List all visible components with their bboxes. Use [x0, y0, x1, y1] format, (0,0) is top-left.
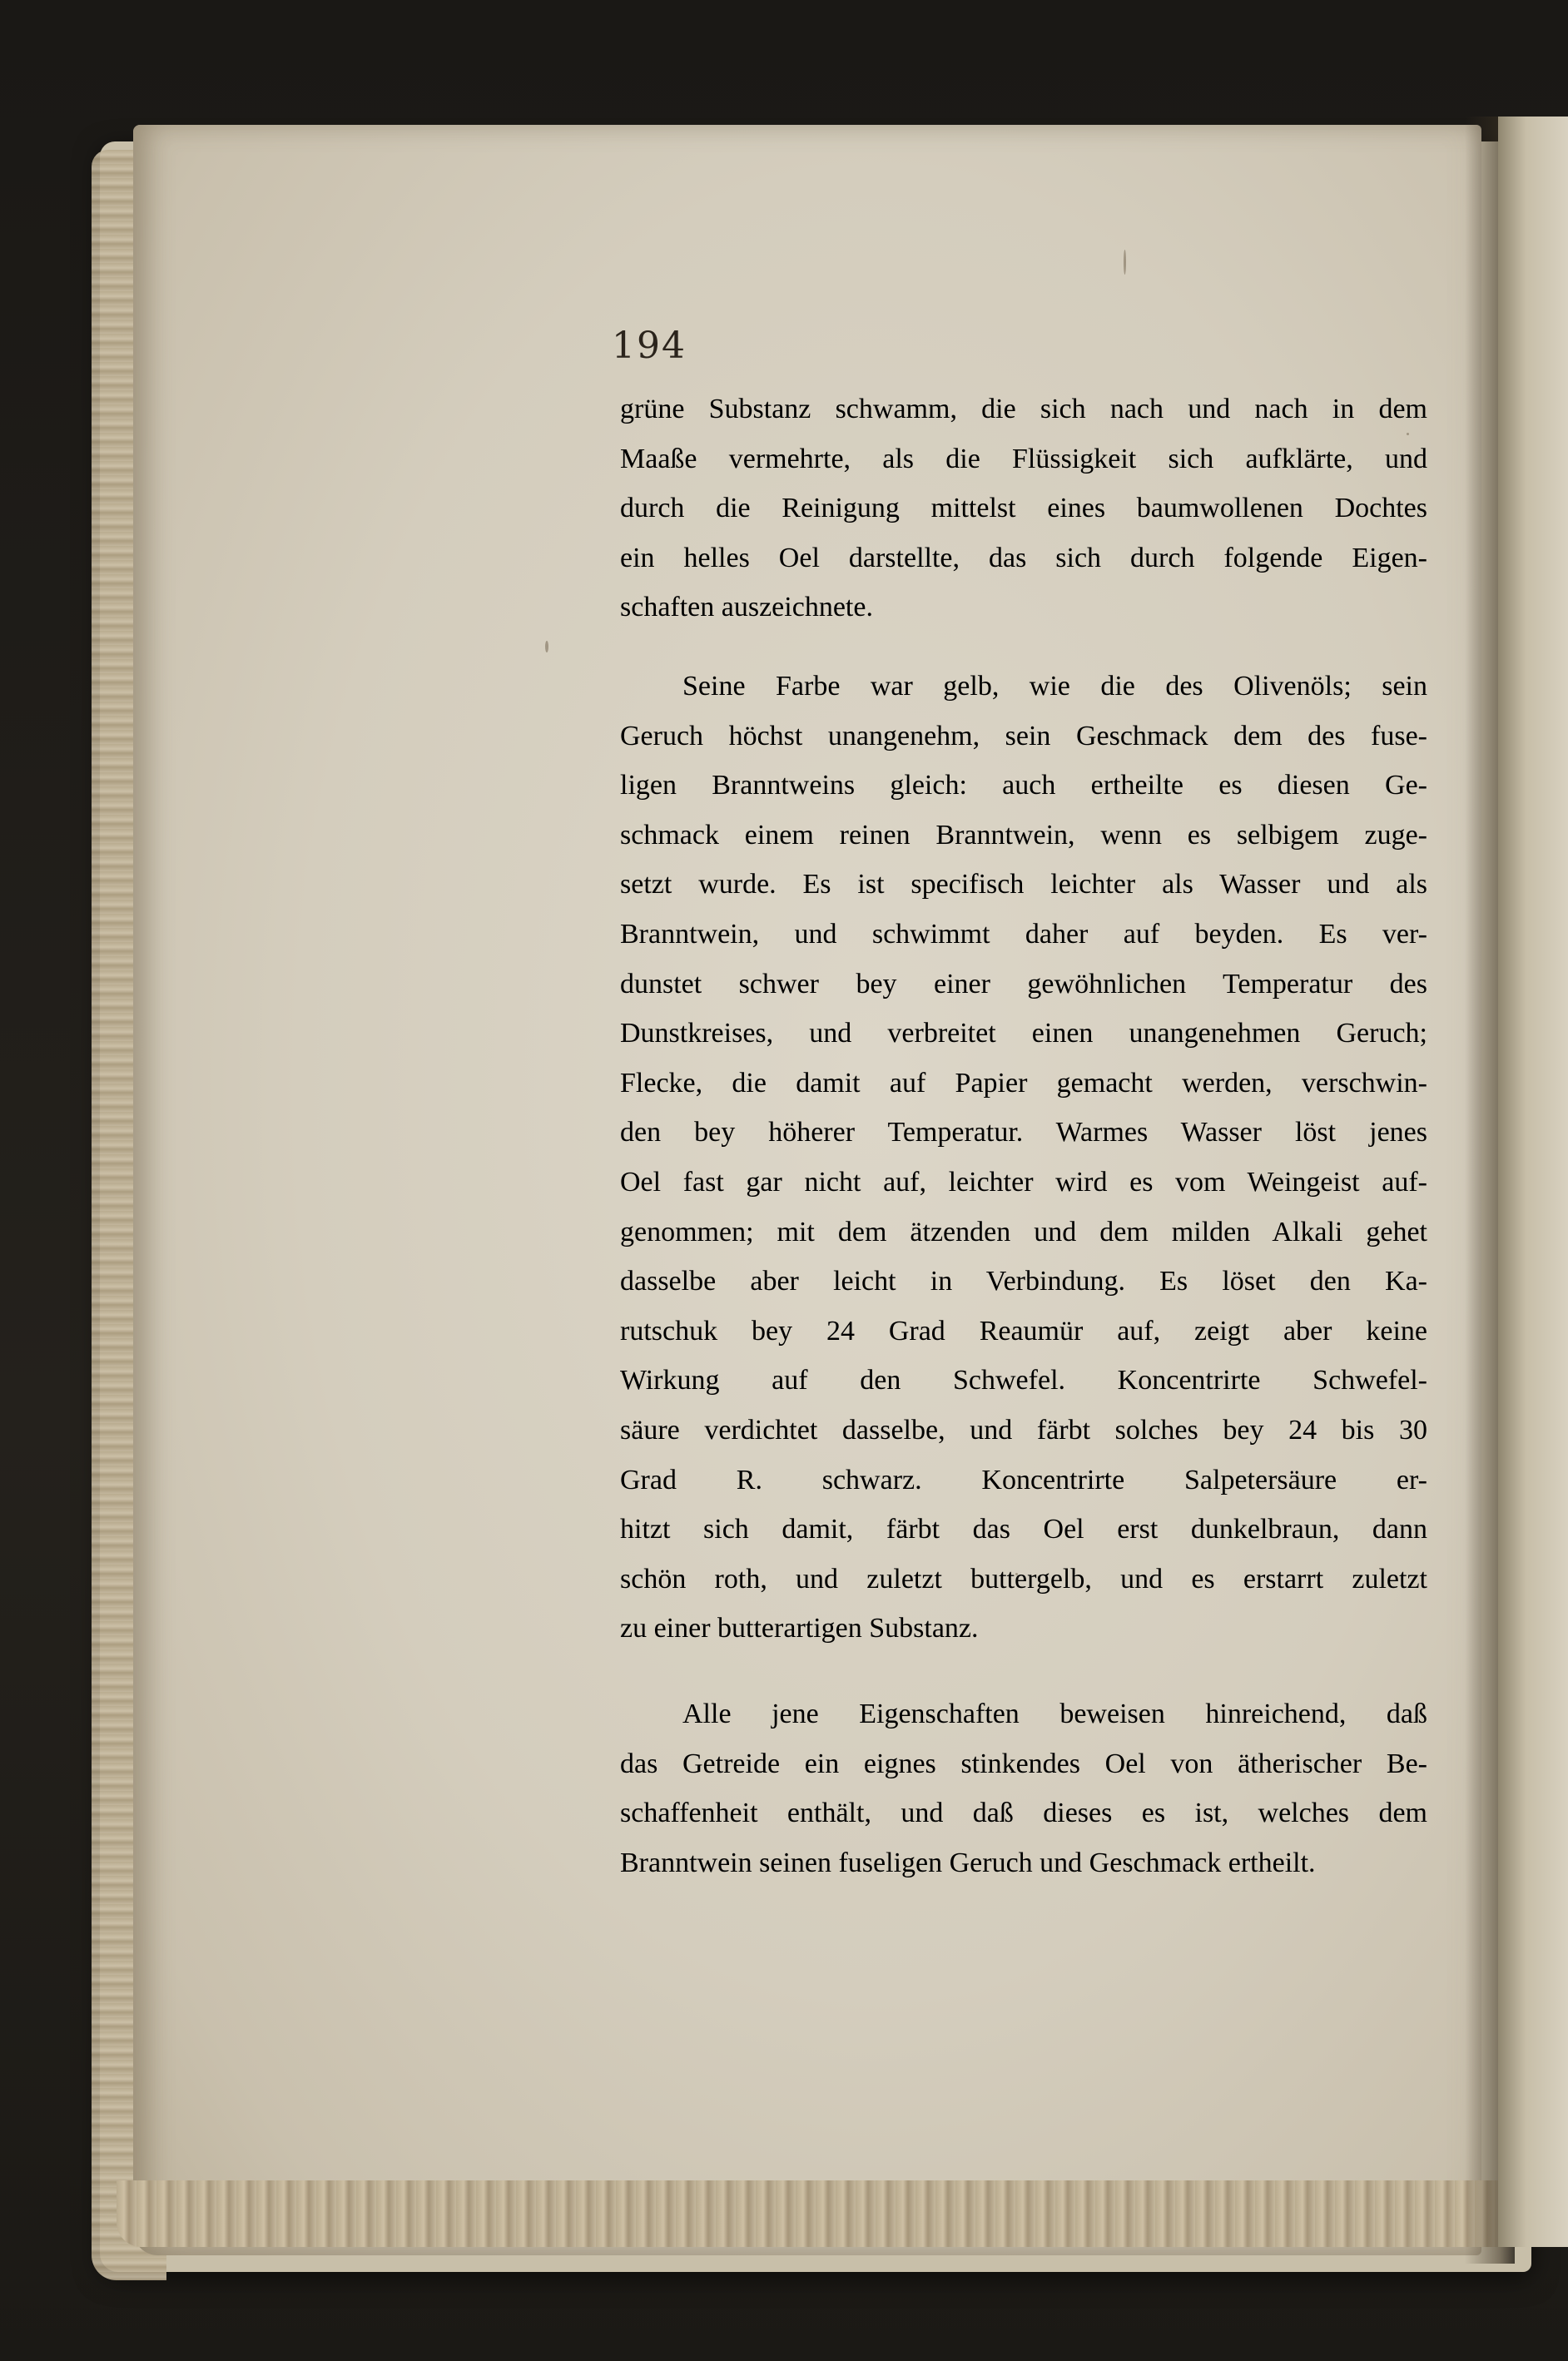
- text-line: durch die Reinigung mittelst eines baumwollenen Dochtes: [620, 493, 1427, 524]
- page-bottom-edge: [117, 2180, 1531, 2247]
- text-line: ein helles Oel darstellte, das sich durch folgende Eigen-: [620, 542, 1427, 573]
- paper-speck: [545, 641, 548, 652]
- text-line: Wirkung auf den Schwefel. Koncentrirte Schwefel-: [620, 1365, 1427, 1396]
- text-line: schön roth, und zuletzt buttergelb, und es erstarrt zuletzt: [620, 1563, 1427, 1595]
- text-line: dasselbe aber leicht in Verbindung. Es löset den Ka-: [620, 1266, 1427, 1297]
- text-line: Branntwein seinen fuseligen Geruch und Geschmack ertheilt.: [620, 1847, 1316, 1878]
- text-line: Oel fast gar nicht auf, leichter wird es vom Weingeist auf-: [620, 1166, 1427, 1198]
- text-line: zu einer butterartigen Substanz.: [620, 1613, 979, 1644]
- text-line: ligen Branntweins gleich: auch ertheilte es diesen Ge-: [620, 770, 1427, 801]
- text-line: Geruch höchst unangenehm, sein Geschmack dem des fuse-: [620, 720, 1427, 751]
- text-line: setzt wurde. Es ist specifisch leichter als Wasser und als: [620, 869, 1427, 900]
- text-line: schmack einem reinen Branntwein, wenn es selbigem zuge-: [620, 819, 1427, 851]
- paragraph-1: [620, 384, 1427, 632]
- text-line: das Getreide ein eignes stinkendes Oel von ätherischer Be-: [620, 1748, 1427, 1779]
- text-line: genommen; mit dem ätzenden und dem milden Alkali gehet: [620, 1216, 1427, 1247]
- text-line: dunstet schwer bey einer gewöhnlichen Temperatur des: [620, 968, 1427, 999]
- text-line: Dunstkreises, und verbreitet einen unangenehmen Geruch;: [620, 1018, 1427, 1049]
- text-line: schaften auszeichnete.: [620, 592, 873, 623]
- paragraph-3: [620, 1689, 1427, 1887]
- text-line: Grad R. schwarz. Koncentrirte Salpetersäure er-: [620, 1464, 1427, 1495]
- text-line: den bey höherer Temperatur. Warmes Wasser löst jenes: [620, 1117, 1427, 1148]
- text-line: Branntwein, und schwimmt daher auf beyden. Es ver-: [620, 918, 1427, 950]
- text-line: Maaße vermehrte, als die Flüssigkeit sich aufklärte, und: [620, 443, 1427, 474]
- text-line: Alle jene Eigenschaften beweisen hinreichend, daß: [682, 1699, 1427, 1729]
- text-line: Seine Farbe war gelb, wie die des Olivenöls; sein: [682, 671, 1427, 702]
- text-line: schaffenheit enthält, und daß dieses es ist, welches dem: [620, 1798, 1427, 1829]
- text-line: hitzt sich damit, färbt das Oel erst dunkelbraun, dann: [620, 1514, 1427, 1545]
- text-line: Flecke, die damit auf Papier gemacht werden, verschwin-: [620, 1067, 1427, 1099]
- paper-speck: [1124, 250, 1126, 275]
- facing-page-edge: [1498, 117, 1568, 2247]
- page-number: 194: [612, 325, 687, 367]
- text-line: rutschuk bey 24 Grad Reaumür auf, zeigt aber keine: [620, 1315, 1427, 1347]
- paragraph-2: [620, 662, 1427, 1654]
- text-line: säure verdichtet dasselbe, und färbt solches bey 24 bis 30: [620, 1414, 1427, 1446]
- text-line: grüne Substanz schwamm, die sich nach und nach in dem: [620, 394, 1427, 424]
